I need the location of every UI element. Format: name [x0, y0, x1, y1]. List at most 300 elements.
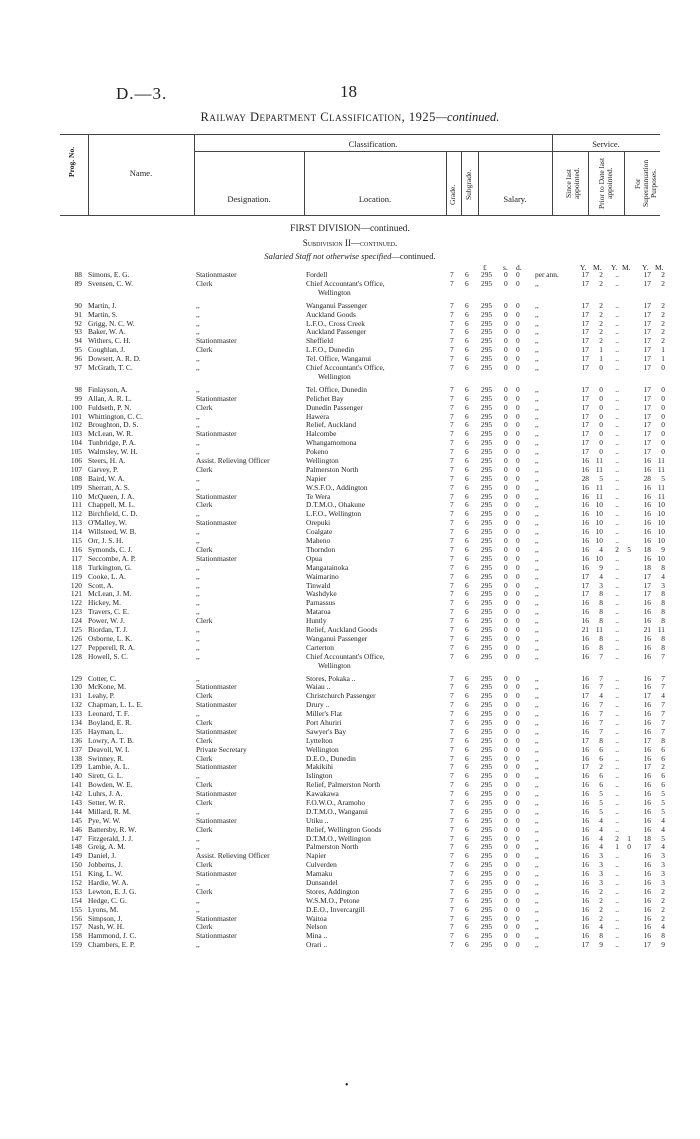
cell-sh: 0	[504, 633, 508, 643]
cell-pa: ,,	[535, 940, 539, 950]
cell-sy: 16	[581, 464, 589, 474]
cell-no: 153	[70, 886, 82, 896]
cell-sh: 0	[504, 393, 508, 403]
cell-loc: Pokeno	[306, 447, 329, 457]
cell-d: 0	[516, 642, 520, 652]
cell-sh: 0	[504, 553, 508, 563]
cell-gr: 7	[450, 700, 454, 710]
cell-gr: 7	[450, 571, 454, 581]
cell-no: 140	[70, 771, 82, 781]
cell-pa: ,,	[535, 544, 539, 554]
cell-sg: 6	[465, 842, 469, 852]
table-row	[0, 336, 700, 345]
cell-sm: 0	[599, 384, 603, 394]
cell-py: ..	[615, 518, 619, 528]
cell-loc: Waitoa	[306, 913, 327, 923]
cell-d: 0	[516, 904, 520, 914]
cell-name: Garvey, P.	[88, 464, 119, 474]
cell-fy: 17	[643, 691, 651, 701]
cell-loc: Mamaku	[306, 869, 333, 879]
cell-d: 0	[516, 651, 520, 661]
table-row	[0, 616, 700, 625]
cell-fm: 7	[661, 700, 665, 710]
cell-sg: 6	[465, 500, 469, 510]
col-since-last: Since last appointed.	[564, 167, 581, 200]
cell-fm: 5	[661, 833, 665, 843]
cell-sm: 4	[599, 691, 603, 701]
cell-sh: 0	[504, 780, 508, 790]
cell-sg: 6	[465, 336, 469, 346]
cell-name: Svensen, C. W.	[88, 278, 133, 288]
cell-pd: 295	[481, 354, 493, 364]
cell-fy: 16	[643, 642, 651, 652]
cell-sg: 6	[465, 771, 469, 781]
cell-des: Clerk	[196, 691, 213, 701]
cell-pd: 295	[481, 447, 493, 457]
cell-sy: 17	[581, 447, 589, 457]
cell-fm: 0	[661, 429, 665, 439]
cell-py: ..	[615, 851, 619, 861]
cell-pd: 295	[481, 464, 493, 474]
cell-sy: 16	[581, 797, 589, 807]
cell-sh: 0	[504, 869, 508, 879]
cell-gr: 7	[450, 860, 454, 870]
cell-py: ..	[615, 278, 619, 288]
cell-sh: 0	[504, 527, 508, 537]
cell-gr: 7	[450, 509, 454, 519]
table-row	[0, 652, 700, 661]
cell-py: 2	[615, 833, 619, 843]
cell-pd: 295	[481, 309, 493, 319]
cell-name: Hayman, L.	[88, 726, 124, 736]
cell-fm: 2	[661, 913, 665, 923]
cell-gr: 7	[450, 886, 454, 896]
cell-sy: 17	[581, 580, 589, 590]
cell-py: ..	[615, 691, 619, 701]
cell-des: ,,	[196, 536, 200, 546]
cell-sg: 6	[465, 673, 469, 683]
cell-des: ,,	[196, 651, 200, 661]
cell-fm: 2	[661, 904, 665, 914]
cell-py: ..	[615, 509, 619, 519]
cell-d: 0	[516, 482, 520, 492]
cell-py: ..	[615, 384, 619, 394]
cell-fm: 7	[661, 717, 665, 727]
cell-sg: 6	[465, 886, 469, 896]
cell-sg: 6	[465, 429, 469, 439]
cell-no: 111	[71, 500, 82, 510]
cell-d: 0	[516, 913, 520, 923]
col-location: Location.	[358, 194, 392, 204]
cell-fm: 10	[657, 500, 665, 510]
cell-sy: 17	[581, 354, 589, 364]
cell-gr: 7	[450, 624, 454, 634]
cell-fm: 4	[661, 842, 665, 852]
cell-sh: 0	[504, 913, 508, 923]
cell-no: 97	[74, 363, 82, 373]
cell-pd: 295	[481, 842, 493, 852]
cell-sy: 16	[581, 527, 589, 537]
cell-loc: D.T.M.O., Wanganui	[306, 806, 368, 816]
table-row	[0, 700, 700, 709]
cell-name: Tunbridge, P. A.	[88, 438, 136, 448]
cell-d: 0	[516, 709, 520, 719]
cell-loc: Utiku ..	[306, 815, 329, 825]
table-row	[0, 554, 700, 563]
cell-no: 108	[70, 473, 82, 483]
cell-pa: ,,	[535, 753, 539, 763]
cell-d: 0	[516, 806, 520, 816]
cell-pd: 295	[481, 527, 493, 537]
cell-sh: 0	[504, 744, 508, 754]
cell-sy: 17	[581, 318, 589, 328]
cell-fm: 8	[661, 598, 665, 608]
cell-pa: ,,	[535, 717, 539, 727]
cell-no: 122	[70, 598, 82, 608]
cell-gr: 7	[450, 598, 454, 608]
cell-sy: 21	[581, 624, 589, 634]
cell-des: ,,	[196, 607, 200, 617]
cell-sg: 6	[465, 544, 469, 554]
cell-des: Assist. Relieving Officer	[196, 456, 270, 466]
cell-loc: Sheffield	[306, 336, 333, 346]
cell-sy: 16	[581, 536, 589, 546]
cell-sy: 16	[581, 651, 589, 661]
cell-fm: 11	[657, 464, 665, 474]
cell-d: 0	[516, 682, 520, 692]
cell-sm: 2	[599, 300, 603, 310]
cell-py: ..	[615, 536, 619, 546]
table-row	[0, 914, 700, 923]
cell-sg: 6	[465, 913, 469, 923]
cell-name: Daniel, J.	[88, 851, 117, 861]
cell-fy: 16	[643, 895, 651, 905]
cell-d: 0	[516, 411, 520, 421]
cell-sh: 0	[504, 860, 508, 870]
cell-name: Osborne, L. K.	[88, 633, 133, 643]
cell-pd: 295	[481, 300, 493, 310]
cell-py: ..	[615, 789, 619, 799]
cell-pd: 295	[481, 717, 493, 727]
cell-pa: ,,	[535, 384, 539, 394]
cell-no: 98	[74, 384, 82, 394]
cell-no: 133	[70, 709, 82, 719]
table-row	[0, 447, 700, 456]
table-row	[0, 860, 700, 869]
cell-no: 93	[74, 327, 82, 337]
table-row	[0, 807, 700, 816]
cell-sy: 17	[581, 940, 589, 950]
cell-name: Finlayson, A.	[88, 384, 128, 394]
cell-d: 0	[516, 270, 520, 279]
cell-sh: 0	[504, 691, 508, 701]
cell-sm: 2	[599, 895, 603, 905]
cell-sh: 0	[504, 607, 508, 617]
cell-pd: 295	[481, 500, 493, 510]
cell-name: Fuldseth, P. N.	[88, 402, 132, 412]
staff-heading-prefix: Salaried Staff not otherwise specified	[264, 251, 392, 261]
cell-sg: 6	[465, 851, 469, 861]
cell-sy: 16	[581, 833, 589, 843]
cell-gr: 7	[450, 384, 454, 394]
cell-sy: 17	[581, 438, 589, 448]
cell-pa: ,,	[535, 589, 539, 599]
cell-d: 0	[516, 762, 520, 772]
cell-fm: 0	[661, 384, 665, 394]
cell-fy: 17	[643, 300, 651, 310]
cell-fy: 16	[643, 878, 651, 887]
cell-loc: Drury ..	[306, 700, 330, 710]
cell-fy: 21	[643, 624, 651, 634]
cell-loc: Islington	[306, 771, 333, 781]
cell-py: ..	[615, 402, 619, 412]
cell-d: 0	[516, 527, 520, 537]
cell-py: ..	[615, 363, 619, 373]
table-row	[0, 736, 700, 745]
cell-pa: ,,	[535, 682, 539, 692]
cell-no: 123	[70, 607, 82, 617]
cell-no: 141	[70, 780, 82, 790]
cell-sy: 17	[581, 571, 589, 581]
cell-pa: ,,	[535, 895, 539, 905]
cell-loc: Wellington	[306, 456, 339, 466]
cell-sm: 7	[599, 682, 603, 692]
cell-des: Stationmaster	[196, 553, 237, 563]
cell-sm: 0	[599, 402, 603, 412]
cell-gr: 7	[450, 411, 454, 421]
table-row	[0, 581, 700, 590]
cell-d: 0	[516, 544, 520, 554]
table-row	[0, 643, 700, 652]
cell-d: 0	[516, 700, 520, 710]
cell-pd: 295	[481, 878, 493, 887]
cell-py: ..	[615, 771, 619, 781]
cell-name: Setter, W. R.	[88, 797, 126, 807]
cell-pa: ,,	[535, 700, 539, 710]
cell-sg: 6	[465, 571, 469, 581]
cell-name: Pepperell, R. A.	[88, 642, 136, 652]
cell-gr: 7	[450, 878, 454, 887]
cell-name: Cooke, L. A.	[88, 571, 126, 581]
table-row	[0, 438, 700, 447]
cell-d: 0	[516, 456, 520, 466]
cell-no: 158	[70, 931, 82, 941]
cell-sh: 0	[504, 886, 508, 896]
cell-sg: 6	[465, 327, 469, 337]
cell-sg: 6	[465, 642, 469, 652]
cell-sh: 0	[504, 491, 508, 501]
table-row	[0, 674, 700, 683]
cell-sh: 0	[504, 309, 508, 319]
cell-des: ,,	[196, 562, 200, 572]
cell-loc: Makikihi	[306, 762, 334, 772]
table-row	[0, 869, 700, 878]
cell-sm: 2	[599, 278, 603, 288]
cell-name: Simpson, J.	[88, 913, 123, 923]
cell-sm: 8	[599, 616, 603, 626]
cell-sg: 6	[465, 824, 469, 834]
cell-pm: 5	[627, 544, 631, 554]
table-row	[0, 420, 700, 429]
cell-des: ,,	[196, 771, 200, 781]
cell-sm: 2	[599, 327, 603, 337]
cell-gr: 7	[450, 726, 454, 736]
cell-loc: Mataroa	[306, 607, 331, 617]
cell-sm: 4	[599, 833, 603, 843]
cell-no: 102	[70, 420, 82, 430]
cell-name: Dowsett, A. R. D.	[88, 354, 141, 364]
cell-gr: 7	[450, 393, 454, 403]
col-classification: Classification.	[348, 139, 398, 149]
cell-sy: 17	[581, 384, 589, 394]
cell-no: 99	[74, 393, 82, 403]
cell-loc: Relief, Wellington Goods	[306, 824, 382, 834]
cell-fy: 16	[643, 464, 651, 474]
table-row-continuation	[0, 372, 700, 381]
cell-sh: 0	[504, 851, 508, 861]
table-row	[0, 500, 700, 509]
cell-fy: 16	[643, 860, 651, 870]
table-row	[0, 625, 700, 634]
cell-gr: 7	[450, 633, 454, 643]
cell-d: 0	[516, 354, 520, 364]
cell-sy: 17	[581, 327, 589, 337]
cell-no: 94	[74, 336, 82, 346]
cell-no: 142	[70, 789, 82, 799]
table-row	[0, 483, 700, 492]
cell-fy: 17	[643, 309, 651, 319]
table-row	[0, 310, 700, 319]
table-row	[0, 301, 700, 310]
cell-name: McKone, M.	[88, 682, 126, 692]
table-row	[0, 762, 700, 771]
cell-gr: 7	[450, 771, 454, 781]
cell-sh: 0	[504, 806, 508, 816]
cell-name: McQueen, J. A.	[88, 491, 135, 501]
cell-fy: 17	[643, 420, 651, 430]
cell-sh: 0	[504, 940, 508, 950]
table-row	[0, 572, 700, 581]
cell-loc: Whangamomona	[306, 438, 357, 448]
cell-sm: 5	[599, 797, 603, 807]
table-row	[0, 509, 700, 518]
cell-pa: ,,	[535, 509, 539, 519]
cell-name: Pye, W. W.	[88, 815, 121, 825]
cell-name: Sirett, G. L.	[88, 771, 124, 781]
cell-sh: 0	[504, 363, 508, 373]
cell-sm: 2	[599, 886, 603, 896]
cell-fm: 0	[661, 447, 665, 457]
cell-des: Clerk	[196, 616, 213, 626]
cell-des: Stationmaster	[196, 815, 237, 825]
cell-py: ..	[615, 438, 619, 448]
cell-no: 121	[70, 589, 82, 599]
cell-no: 107	[70, 464, 82, 474]
cell-pa: ,,	[535, 806, 539, 816]
cell-sh: 0	[504, 726, 508, 736]
cell-fy: 17	[643, 762, 651, 772]
cell-des: ,,	[196, 473, 200, 483]
cell-sh: 0	[504, 464, 508, 474]
cell-gr: 7	[450, 682, 454, 692]
cell-pa: ,,	[535, 931, 539, 941]
cell-no: 124	[70, 616, 82, 626]
cell-pd: 295	[481, 753, 493, 763]
cell-pd: 295	[481, 913, 493, 923]
cell-no: 106	[70, 456, 82, 466]
col-name: Name.	[129, 168, 153, 178]
cell-sg: 6	[465, 700, 469, 710]
cell-loc: Napier	[306, 851, 327, 861]
cell-fm: 2	[661, 327, 665, 337]
cell-des: ,,	[196, 327, 200, 337]
cell-pd: 295	[481, 411, 493, 421]
cell-des: ,,	[196, 447, 200, 457]
cell-sm: 2	[599, 336, 603, 346]
cell-fy: 16	[643, 527, 651, 537]
staff-heading-suffix: —continued.	[391, 251, 436, 261]
cell-d: 0	[516, 536, 520, 546]
cell-name: Leahy, P.	[88, 691, 115, 701]
cell-sy: 17	[581, 589, 589, 599]
cell-py: ..	[615, 878, 619, 887]
cell-pa: ,,	[535, 571, 539, 581]
cell-pa: ,,	[535, 309, 539, 319]
cell-py: ..	[615, 735, 619, 745]
cell-fm: 11	[657, 456, 665, 466]
cell-pa: ,,	[535, 411, 539, 421]
cell-fm: 6	[661, 780, 665, 790]
cell-pa: ,,	[535, 393, 539, 403]
cell-loc: Thorndon	[306, 544, 336, 554]
cell-sy: 16	[581, 851, 589, 861]
cell-sy: 17	[581, 336, 589, 346]
cell-des: ,,	[196, 904, 200, 914]
cell-pd: 295	[481, 393, 493, 403]
cell-py: ..	[615, 411, 619, 421]
cell-gr: 7	[450, 895, 454, 905]
cell-no: 157	[70, 922, 82, 932]
cell-des: Clerk	[196, 797, 213, 807]
cell-name: Riordan, T. J.	[88, 624, 128, 634]
cell-des: ,,	[196, 354, 200, 364]
cell-d: 0	[516, 691, 520, 701]
cell-gr: 7	[450, 536, 454, 546]
cell-name: Lowry, A. T. B.	[88, 735, 134, 745]
cell-sm: 6	[599, 744, 603, 754]
cell-loc: Palmerston North	[306, 464, 359, 474]
cell-d: 0	[516, 824, 520, 834]
cell-sy: 16	[581, 771, 589, 781]
cell-fy: 16	[643, 717, 651, 727]
cell-gr: 7	[450, 789, 454, 799]
cell-sy: 17	[581, 300, 589, 310]
cell-fy: 16	[643, 771, 651, 781]
table-row	[0, 896, 700, 905]
cell-loc: Orari ..	[306, 940, 328, 950]
table-row	[0, 798, 700, 807]
cell-pa: ,,	[535, 447, 539, 457]
cell-pa: ,,	[535, 473, 539, 483]
cell-fm: 2	[661, 300, 665, 310]
cell-sg: 6	[465, 438, 469, 448]
cell-no: 155	[70, 904, 82, 914]
cell-sy: 17	[581, 393, 589, 403]
cell-sy: 17	[581, 691, 589, 701]
cell-pd: 295	[481, 904, 493, 914]
cell-sg: 6	[465, 762, 469, 772]
cell-gr: 7	[450, 762, 454, 772]
